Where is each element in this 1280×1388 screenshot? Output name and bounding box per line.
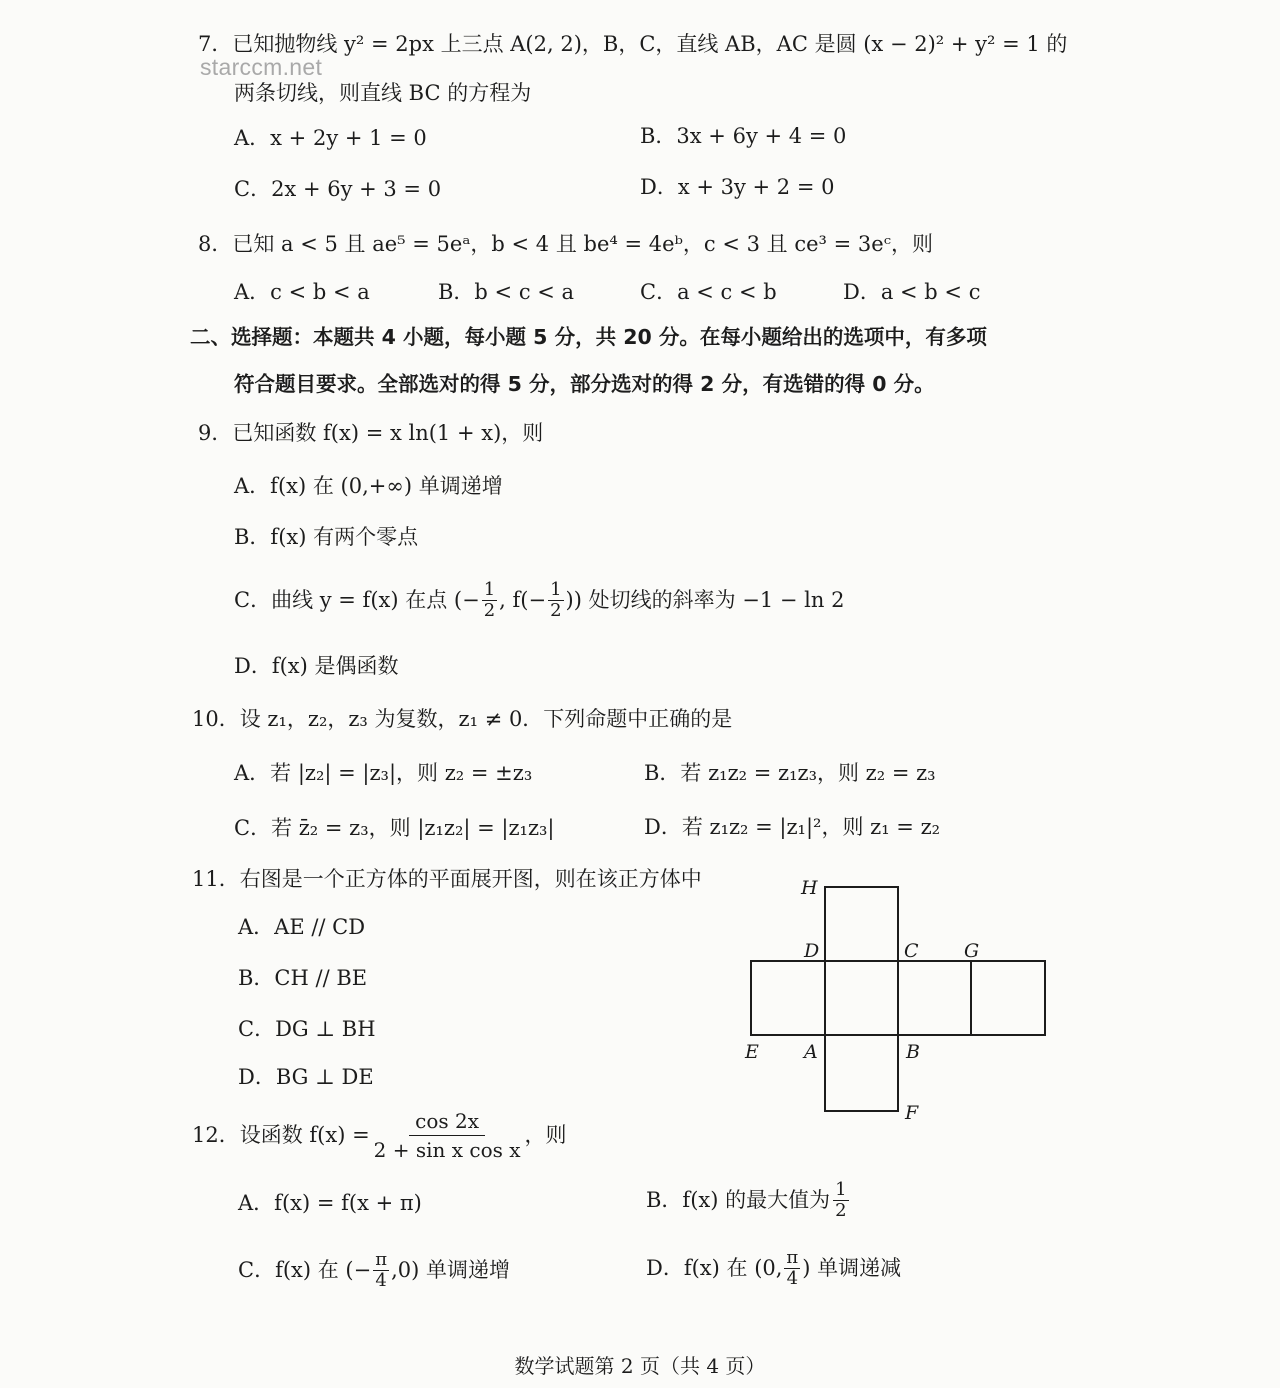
q10-option-a: A．若 |z₂| = |z₃|，则 z₂ = ±z₃ — [234, 761, 533, 785]
q11-option-d: D．BG ⊥ DE — [238, 1065, 374, 1089]
q8-option-d: D．a < b < c — [843, 280, 981, 304]
q8-stem: 8．已知 a < 5 且 ae⁵ = 5eᵃ，b < 4 且 be⁴ = 4eᵇ，c < 3 且 ce³ = 3eᶜ，则 — [198, 232, 933, 256]
watermark: starccm.net — [200, 54, 323, 80]
net-square-bottom — [825, 1035, 898, 1111]
q10-option-d: D．若 z₁z₂ = |z₁|²，则 z₁ = z₂ — [644, 815, 941, 839]
q9-c-mid: , f(− — [499, 587, 547, 612]
cube-net-figure — [740, 875, 1060, 1130]
net-square-center — [825, 961, 898, 1035]
q12-b-prefix: B．f(x) 的最大值为 — [646, 1187, 831, 1212]
q9-c-suffix: )) 处切线的斜率为 −1 − ln 2 — [565, 587, 845, 612]
q11-stem: 11．右图是一个正方体的平面展开图，则在该正方体中 — [192, 867, 702, 891]
q12-stem-prefix: 12．设函数 f(x) = — [192, 1123, 370, 1147]
q10-option-b: B．若 z₁z₂ = z₁z₃，则 z₂ = z₃ — [644, 761, 936, 785]
q7-option-b: B．3x + 6y + 4 = 0 — [640, 124, 847, 148]
section2-heading-line1: 二、选择题：本题共 4 小题，每小题 5 分，共 20 分。在每小题给出的选项中，有多项 — [190, 325, 987, 349]
q9-c-prefix: C．曲线 y = f(x) 在点 (− — [234, 587, 480, 612]
q12-frac-num: cos 2x — [409, 1110, 485, 1136]
q12-c-frac-num: π — [375, 1249, 388, 1270]
q12-c-prefix: C．f(x) 在 (− — [238, 1257, 372, 1282]
q9-c-frac1-den: 2 — [483, 599, 496, 621]
q12-b-frac-den: 2 — [835, 1199, 847, 1221]
label-f: F — [905, 1102, 919, 1124]
q9-c-frac1-num: 1 — [483, 579, 496, 600]
q9-option-b: B．f(x) 有两个零点 — [234, 525, 419, 549]
q9-c-frac2-num: 1 — [550, 579, 562, 600]
net-square-left — [751, 961, 825, 1035]
q12-option-d — [646, 1248, 901, 1289]
label-g: G — [964, 940, 980, 962]
q9-option-d: D．f(x) 是偶函数 — [234, 654, 399, 678]
q10-stem: 10．设 z₁，z₂，z₃ 为复数，z₁ ≠ 0．下列命题中正确的是 — [192, 707, 733, 731]
q9-stem: 9．已知函数 f(x) = x ln(1 + x)，则 — [198, 421, 544, 445]
q9-c-fraction-2 — [548, 580, 563, 621]
label-h: H — [801, 877, 818, 899]
q8-option-a: A．c < b < a — [234, 280, 370, 304]
section2-heading-line2: 符合题目要求。全部选对的得 5 分，部分选对的得 2 分，有选错的得 0 分。 — [234, 372, 935, 396]
q11-option-a: A．AE // CD — [238, 915, 366, 939]
q9-option-a: A．f(x) 在 (0,+∞) 单调递增 — [234, 474, 503, 498]
q12-d-frac-den: 4 — [786, 1267, 799, 1289]
q12-stem-suffix: ，则 — [524, 1123, 567, 1147]
q12-b-fraction — [833, 1180, 848, 1221]
q12-stem — [192, 1110, 567, 1161]
q7-option-a: A．x + 2y + 1 = 0 — [234, 126, 427, 150]
q12-fraction — [374, 1110, 521, 1161]
q12-frac-den: 2 + sin x cos x — [373, 1138, 521, 1162]
q7-option-d: D．x + 3y + 2 = 0 — [640, 175, 835, 199]
q12-d-prefix: D．f(x) 在 (0, — [646, 1255, 783, 1280]
q11-option-b: B．CH // BE — [238, 966, 368, 990]
q12-option-c — [238, 1250, 510, 1291]
q9-option-c — [234, 580, 844, 621]
q10-option-c: C．若 z̄₂ = z₃，则 |z₁z₂| = |z₁z₃| — [234, 816, 555, 840]
net-square-top — [825, 887, 898, 961]
q12-c-frac-den: 4 — [375, 1269, 387, 1291]
label-e: E — [745, 1041, 759, 1063]
q12-c-fraction — [373, 1250, 389, 1291]
net-square-right1 — [898, 961, 971, 1035]
q7-option-c: C．2x + 6y + 3 = 0 — [234, 177, 442, 201]
q12-c-suffix: ,0) 单调递增 — [391, 1257, 510, 1282]
q12-option-a: A．f(x) = f(x + π) — [238, 1191, 422, 1215]
q11-option-c: C．DG ⊥ BH — [238, 1017, 376, 1041]
label-a: A — [804, 1041, 818, 1063]
q12-d-frac-num: π — [786, 1247, 799, 1268]
q7-stem-line1: 7．已知抛物线 y² = 2px 上三点 A(2, 2)，B，C，直线 AB，AC 是圆 (x − 2)² + y² = 1 的 — [198, 32, 1068, 56]
q8-option-c: C．a < c < b — [640, 280, 777, 304]
q7-stem-line2: 两条切线，则直线 BC 的方程为 — [234, 81, 532, 105]
q12-b-frac-num: 1 — [835, 1179, 847, 1200]
q9-c-frac2-den: 2 — [550, 599, 562, 621]
q12-d-fraction — [784, 1248, 800, 1289]
q9-c-fraction-1 — [482, 580, 497, 621]
q12-d-suffix: ) 单调递减 — [802, 1255, 902, 1280]
net-square-right2 — [971, 961, 1045, 1035]
label-c: C — [904, 940, 919, 962]
label-d: D — [804, 940, 820, 962]
label-b: B — [906, 1041, 920, 1063]
q12-option-b — [646, 1180, 852, 1221]
q8-option-b: B．b < c < a — [438, 280, 575, 304]
page-footer: 数学试题第 2 页（共 4 页） — [514, 1354, 766, 1378]
